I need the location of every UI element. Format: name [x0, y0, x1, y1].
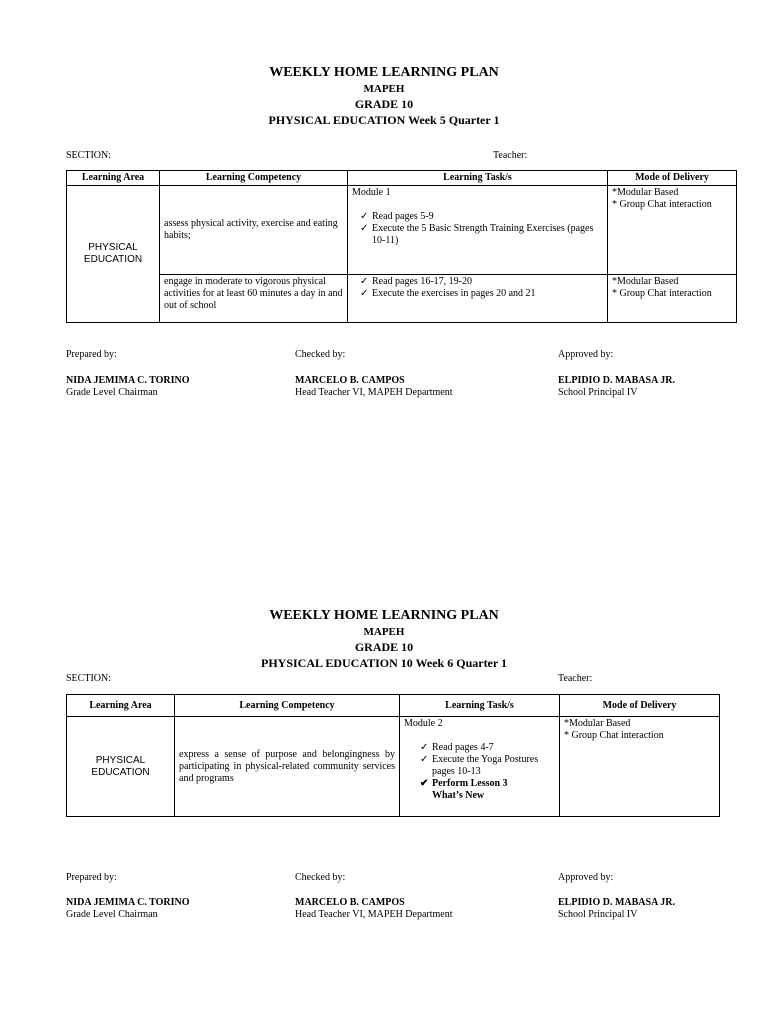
- approved-by-name: ELPIDIO D. MABASA JR.: [558, 897, 675, 908]
- header-mode-of-delivery: Mode of Delivery: [560, 695, 720, 717]
- list-item: [360, 211, 603, 223]
- learning-area-line: EDUCATION: [83, 254, 143, 265]
- prepared-by-name: NIDA JEMIMA C. TORINO: [66, 375, 190, 386]
- learning-area-cell: [67, 717, 175, 817]
- learning-plan-week-5: [0, 64, 768, 398]
- mode-line: * Group Chat interaction: [612, 199, 712, 210]
- checkmark-icon: ✓: [360, 223, 369, 234]
- table-header-row: [67, 695, 720, 717]
- prepared-by-label: Prepared by:: [66, 872, 117, 883]
- approved-by-label: Approved by:: [558, 872, 614, 883]
- checkmark-icon: ✓: [360, 288, 369, 299]
- header-learning-area: Learning Area: [67, 695, 175, 717]
- list-item: [360, 223, 603, 247]
- checkmark-icon: ✓: [420, 754, 429, 765]
- checked-by-label: Checked by:: [295, 872, 346, 883]
- learning-plan-table: [66, 694, 720, 817]
- task-text: Execute the exercises in pages 20 and 21: [372, 288, 536, 299]
- teacher-label: Teacher:: [493, 150, 528, 161]
- checked-by-position: Head Teacher VI, MAPEH Department: [295, 387, 453, 398]
- plan-title: WEEKLY HOME LEARNING PLAN: [269, 65, 499, 80]
- checkmark-icon: ✔: [420, 778, 429, 789]
- plan-grade: GRADE 10: [354, 640, 414, 654]
- header-learning-competency: Learning Competency: [175, 695, 400, 717]
- prepared-by-position: Grade Level Chairman: [66, 387, 158, 398]
- task-text: Execute the Yoga Postures pages 10-13: [432, 754, 539, 777]
- plan-heading: [0, 607, 768, 671]
- plan-week-line: PHYSICAL EDUCATION 10 Week 6 Quarter 1: [260, 656, 507, 670]
- mode-cell: [608, 186, 737, 275]
- header-learning-tasks: Learning Task/s: [400, 695, 560, 717]
- plan-subject: MAPEH: [363, 626, 405, 638]
- checked-by-name: MARCELO B. CAMPOS: [295, 375, 405, 386]
- task-list: [352, 276, 603, 300]
- checked-by-label: Checked by:: [295, 349, 346, 360]
- header-learning-tasks: Learning Task/s: [348, 171, 608, 186]
- header-mode-of-delivery: Mode of Delivery: [608, 171, 737, 186]
- checkmark-icon: ✓: [360, 211, 369, 222]
- prepared-by-label: Prepared by:: [66, 349, 117, 360]
- plan-heading: [0, 64, 768, 128]
- task-text: What’s New: [432, 790, 485, 801]
- mode-cell: [608, 275, 737, 323]
- section-label: SECTION:: [66, 673, 111, 684]
- learning-area-line: EDUCATION: [91, 766, 150, 778]
- table-row: [67, 275, 737, 323]
- learning-area-line: PHYSICAL: [88, 242, 138, 253]
- mode-line: * Group Chat interaction: [564, 730, 664, 741]
- table-header-row: [67, 171, 737, 186]
- list-item: [420, 778, 555, 802]
- task-text: Read pages 16-17, 19-20: [372, 276, 472, 287]
- checked-by-name: MARCELO B. CAMPOS: [295, 897, 405, 908]
- mode-line: *Modular Based: [612, 276, 679, 287]
- competency-cell: engage in moderate to vigorous physical activities for at least 60 minutes a day in and out of school: [160, 275, 348, 323]
- task-text: Read pages 4-7: [432, 742, 494, 753]
- learning-area-cell: [67, 186, 160, 323]
- competency-cell: express a sense of purpose and belongingness by participating in physical-related community services and programs: [175, 717, 400, 817]
- task-text: Execute the 5 Basic Strength Training Exercises (pages 10-11): [372, 223, 594, 246]
- learning-area-line: PHYSICAL: [95, 754, 146, 766]
- task-list: [404, 742, 555, 802]
- tasks-cell: [400, 717, 560, 817]
- checked-by-position: Head Teacher VI, MAPEH Department: [295, 909, 453, 920]
- teacher-label: Teacher:: [558, 673, 593, 684]
- mode-line: *Modular Based: [564, 718, 631, 729]
- checkmark-icon: ✓: [420, 742, 429, 753]
- task-text: Read pages 5-9: [372, 211, 434, 222]
- table-row: [67, 186, 737, 275]
- module-label: Module 2: [404, 718, 443, 729]
- header-learning-area: Learning Area: [67, 171, 160, 186]
- learning-plan-table: [66, 170, 737, 323]
- approved-by-position: School Principal IV: [558, 909, 638, 920]
- table-row: [67, 717, 720, 817]
- tasks-cell: [348, 186, 608, 275]
- plan-subject: MAPEH: [363, 83, 405, 95]
- prepared-by-position: Grade Level Chairman: [66, 909, 158, 920]
- learning-plan-week-6: [0, 607, 768, 920]
- approved-by-name: ELPIDIO D. MABASA JR.: [558, 375, 675, 386]
- mode-cell: [560, 717, 720, 817]
- plan-title: WEEKLY HOME LEARNING PLAN: [269, 608, 499, 623]
- section-label: SECTION:: [66, 150, 111, 161]
- task-text: Perform Lesson 3: [432, 778, 508, 789]
- plan-grade: GRADE 10: [354, 97, 414, 111]
- list-item: [420, 754, 555, 778]
- tasks-cell: [348, 275, 608, 323]
- approved-by-label: Approved by:: [558, 349, 614, 360]
- mode-line: * Group Chat interaction: [612, 288, 712, 299]
- mode-line: *Modular Based: [612, 187, 679, 198]
- list-item: [360, 288, 603, 300]
- list-item: [420, 742, 555, 754]
- module-label: Module 1: [352, 187, 391, 198]
- competency-cell: assess physical activity, exercise and eating habits;: [160, 186, 348, 275]
- task-list: [352, 211, 603, 247]
- prepared-by-name: NIDA JEMIMA C. TORINO: [66, 897, 190, 908]
- list-item: [360, 276, 603, 288]
- plan-week-line: PHYSICAL EDUCATION Week 5 Quarter 1: [268, 113, 500, 127]
- checkmark-icon: ✓: [360, 276, 369, 287]
- approved-by-position: School Principal IV: [558, 387, 638, 398]
- header-learning-competency: Learning Competency: [160, 171, 348, 186]
